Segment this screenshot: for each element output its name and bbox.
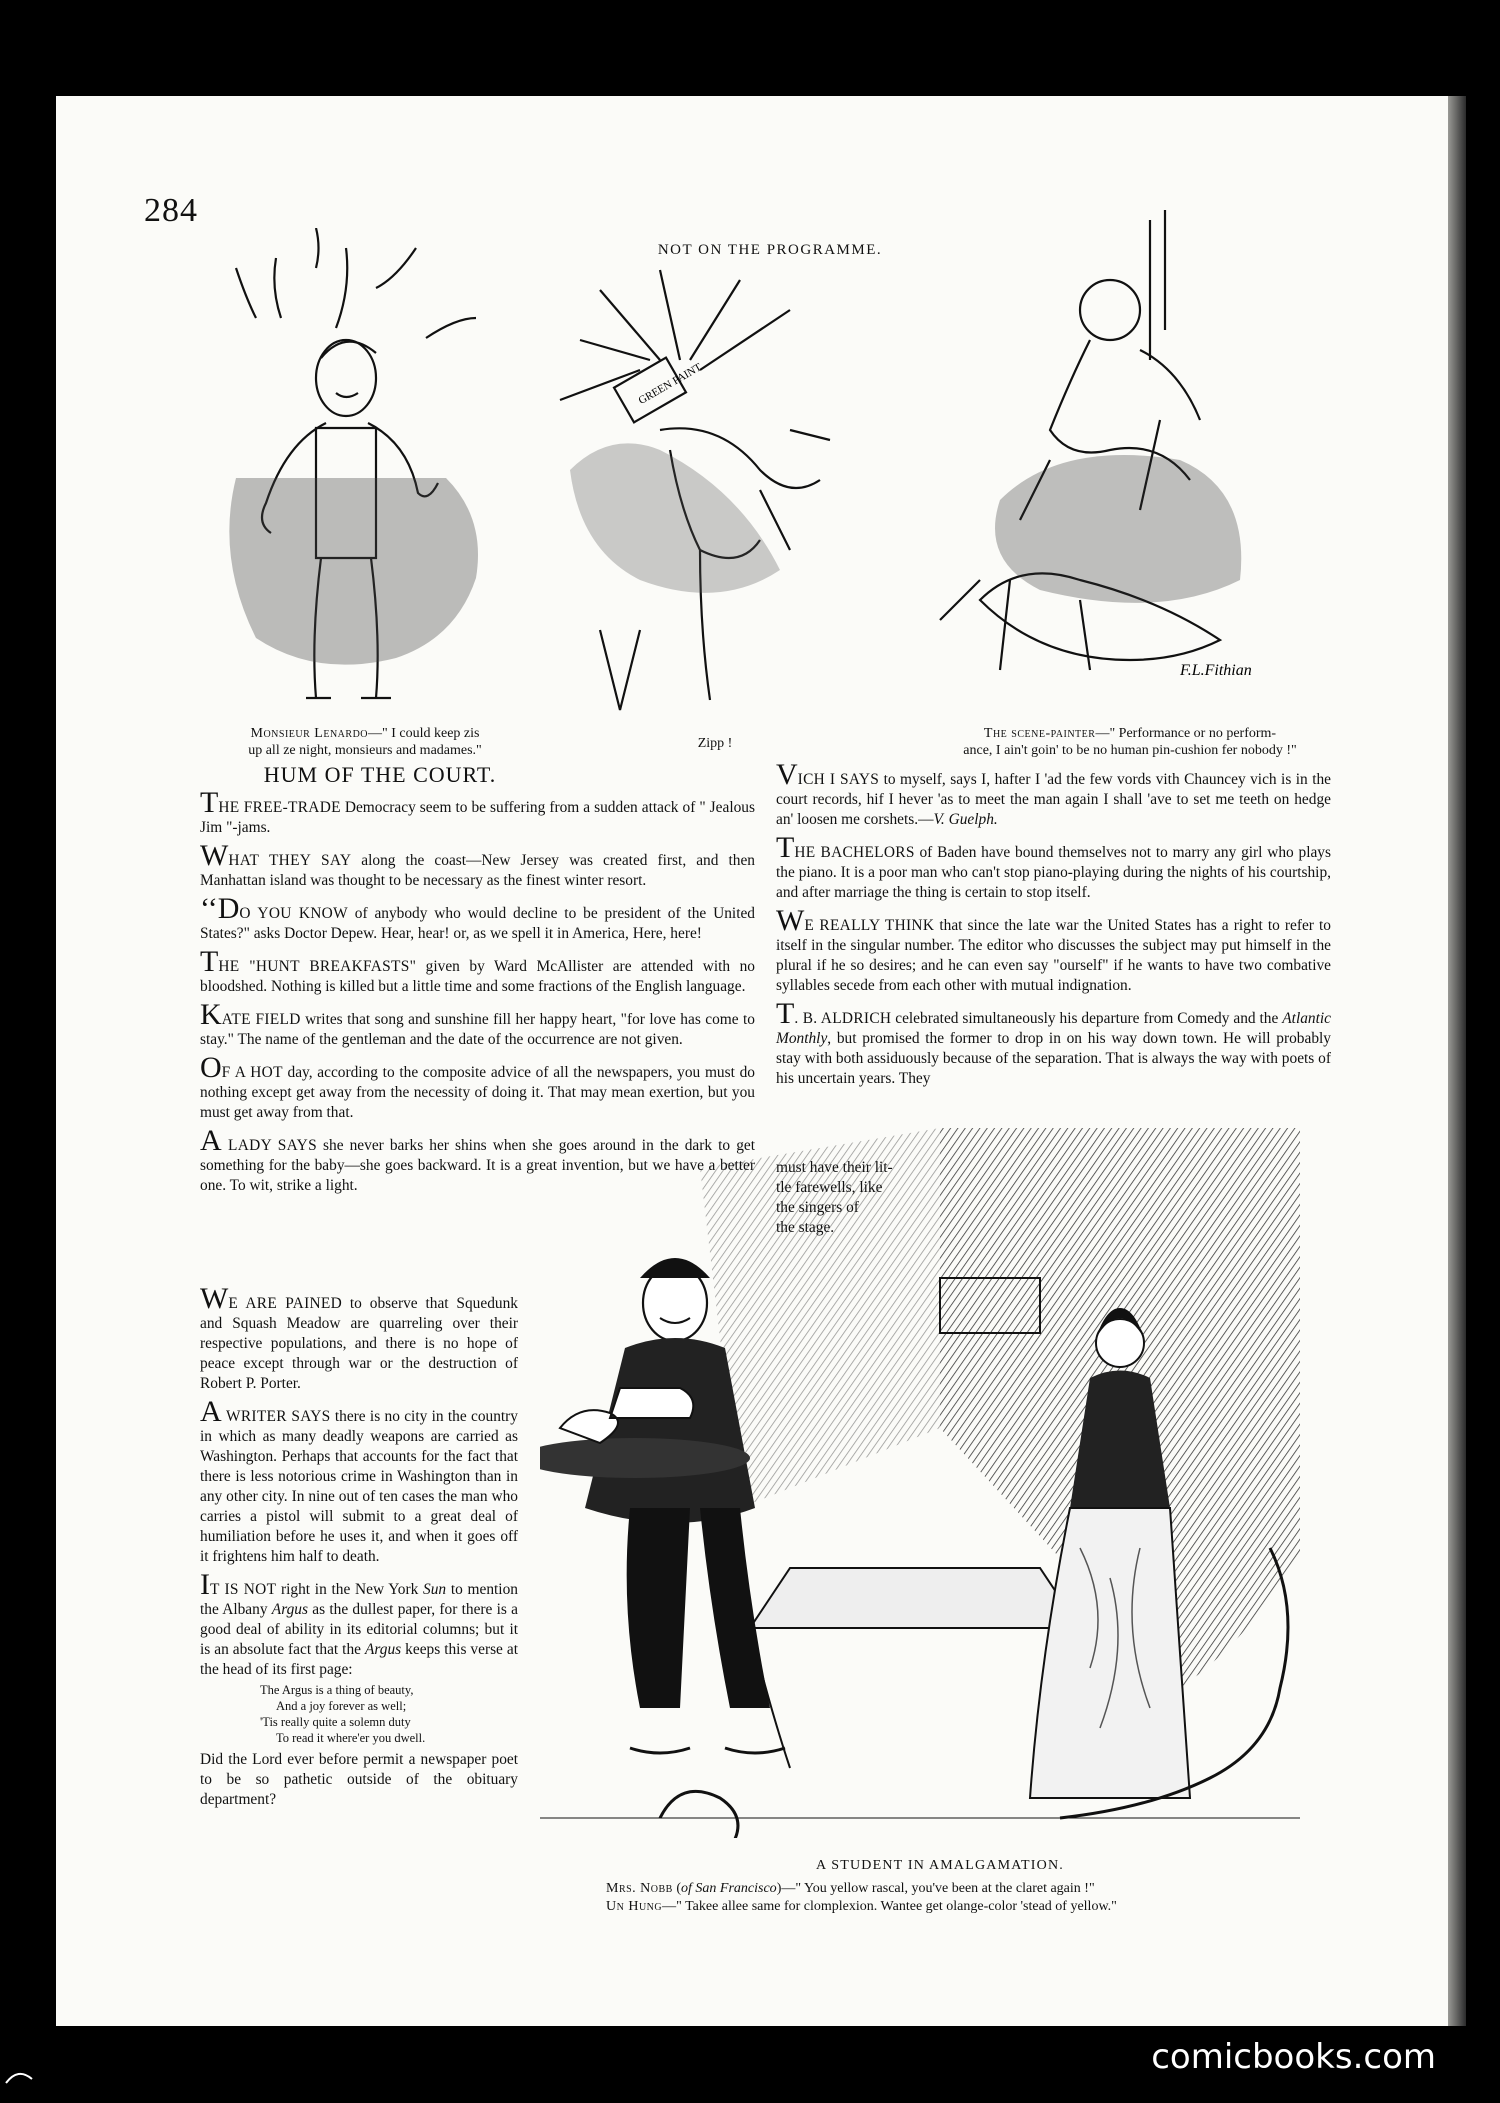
paragraph: KATE FIELD writes that song and sunshine fill her happy heart, "for love has come to stay." The name of the gentleman and the date of the occurrence are not given. [200, 998, 755, 1048]
green-paint-sign: GREEN PAINT [636, 361, 704, 408]
page-gutter-shadow [1448, 96, 1466, 2026]
amalgamation-illustration [540, 1128, 1300, 1838]
paragraph: WE ARE PAINED to observe that Squedunk and Squash Meadow are quarreling over their respective populations, and there is no hope of peace except through war or the destruction of Robert P. Porter. [200, 1282, 518, 1392]
paragraph: THE BACHELORS of Baden have bound themselves not to marry any girl who plays the piano. It is a poor man who can't stop piano-playing during the nights of his courtship, and after marriage the thing is certain to stop itself. [776, 831, 1331, 901]
paragraph: THE "HUNT BREAKFASTS" given by Ward McAllister are attended with no bloodshed. Nothing is killed but a little time and some fractions of the English language. [200, 945, 755, 995]
paragraph: WHAT THEY SAY along the coast—New Jersey was created first, and then Manhattan island was thought to be necessary as the finest winter resort. [200, 839, 756, 889]
paragraph: OF A HOT day, according to the composite advice of all the newspapers, you must do nothing except get away from the necessity of doing it. That may mean exertion, but you must get away from that. [200, 1051, 755, 1121]
paragraph: WE REALLY THINK that since the late war the United States has a right to refer to itself in the singular number. The editor who discusses the subject may put himself in the plural if he so desires; and he can even say "ourself" if he wants to have two combative syllables secede from each other with mutual indignation. [776, 904, 1331, 994]
paragraph: IT IS NOT right in the New York Sun to mention the Albany Argus as the dullest paper, for there is a good deal of ability in its editorial columns; but it is an absolute fact that the Argus keeps this verse at the head of its first page: [200, 1568, 518, 1678]
caption-lenardo [190, 725, 540, 759]
caption-scene-painter-line2: ance, I ain't goin' to be no human pin-cushion fer nobody !" [963, 743, 1297, 758]
cartoon-header-title: NOT ON THE PROGRAMME. [657, 242, 883, 258]
section-title: HUM OF THE COURT. [263, 762, 497, 787]
right-column-tail: must have their lit- tle farewells, like the singers of the stage. [776, 1159, 893, 1236]
paragraph: A WRITER SAYS there is no city in the country in which as many deadly weapons are carried as Washington. Perhaps that accounts for the fact that there is less notorious crime in Washington than in any other city. In nine out of ten cases the man who carries a pistol will submit to a great deal of humiliation before he uses it, and when it goes off it frightens him half to death. [200, 1395, 519, 1565]
right-column [776, 758, 1332, 1089]
cartoon-scene-painter [920, 200, 1290, 720]
illustration-caption [606, 1880, 1326, 1916]
caption-lenardo-name: Monsieur Lenardo [250, 726, 369, 741]
paragraph: A LADY SAYS she never barks her shins when she goes around in the dark to get something for the baby—she goes backward. It is a great invention, but we have a better one. To wit, strike a light. [200, 1124, 755, 1194]
paragraph: VICH I SAYS to myself, says I, hafter I 'ad the few vords vith Chauncey vich is in the court records, hif I hever 'as to meet the man again I shall 'ave to set me teeth on hedge an' loosen me corshets.—V. Guelph. [776, 758, 1332, 828]
page-number: 284 [144, 192, 198, 229]
artist-signature: F.L.Fithian [1180, 662, 1252, 679]
caption-lenardo-text: —" I could keep zis [368, 726, 480, 741]
site-watermark: comicbooks.com [1151, 2037, 1436, 2077]
scroll-ornament-icon [0, 2043, 60, 2103]
illustration-title: A STUDENT IN AMALGAMATION. [816, 1858, 1064, 1873]
paragraph: THE FREE-TRADE Democracy seem to be suffering from a sudden attack of " Jealous Jim "-jams. [200, 786, 755, 836]
cartoon-lenardo [196, 228, 516, 728]
paragraph: Did the Lord ever before permit a newspaper poet to be so pathetic outside of the obituary department? [200, 1751, 518, 1808]
paragraph: ‘‘DO YOU KNOW of anybody who would decline to be president of the United States?" asks Doctor Depew. Hear, hear! or, as we spell it in America, Here, here! [200, 892, 756, 942]
paragraph: T. B. ALDRICH celebrated simultaneously his departure from Comedy and the Atlantic Monthly, but promised the former to drop in on his way down town. He will probably stay with both assiduously because of the separation. That is always the way with poets of his uncertain years. They [776, 997, 1331, 1087]
caption-scene-painter [940, 725, 1320, 759]
caption-lenardo-line2: up all ze night, monsieurs and madames." [248, 743, 482, 758]
cartoon-zipp [540, 250, 880, 720]
caption-scene-painter-name: The scene-painter [983, 726, 1096, 741]
caption-line-mrs-nobb: Mrs. Nobb (of San Francisco)—" You yellow rascal, you've been at the claret again !" [606, 1881, 1095, 1896]
argus-verse: The Argus is a thing of beauty, And a joy forever as well; 'Tis really quite a solemn duty To read it where'er you dwell. [260, 1683, 426, 1745]
caption-scene-painter-text: —" Performance or no perform- [1095, 726, 1277, 741]
left-column-lower [200, 1282, 519, 1819]
caption-zipp: Zipp ! [697, 736, 733, 751]
caption-line-un-hung: Un Hung—" Takee allee same for clomplexion. Wantee get olange-color 'stead of yellow." [606, 1899, 1117, 1914]
